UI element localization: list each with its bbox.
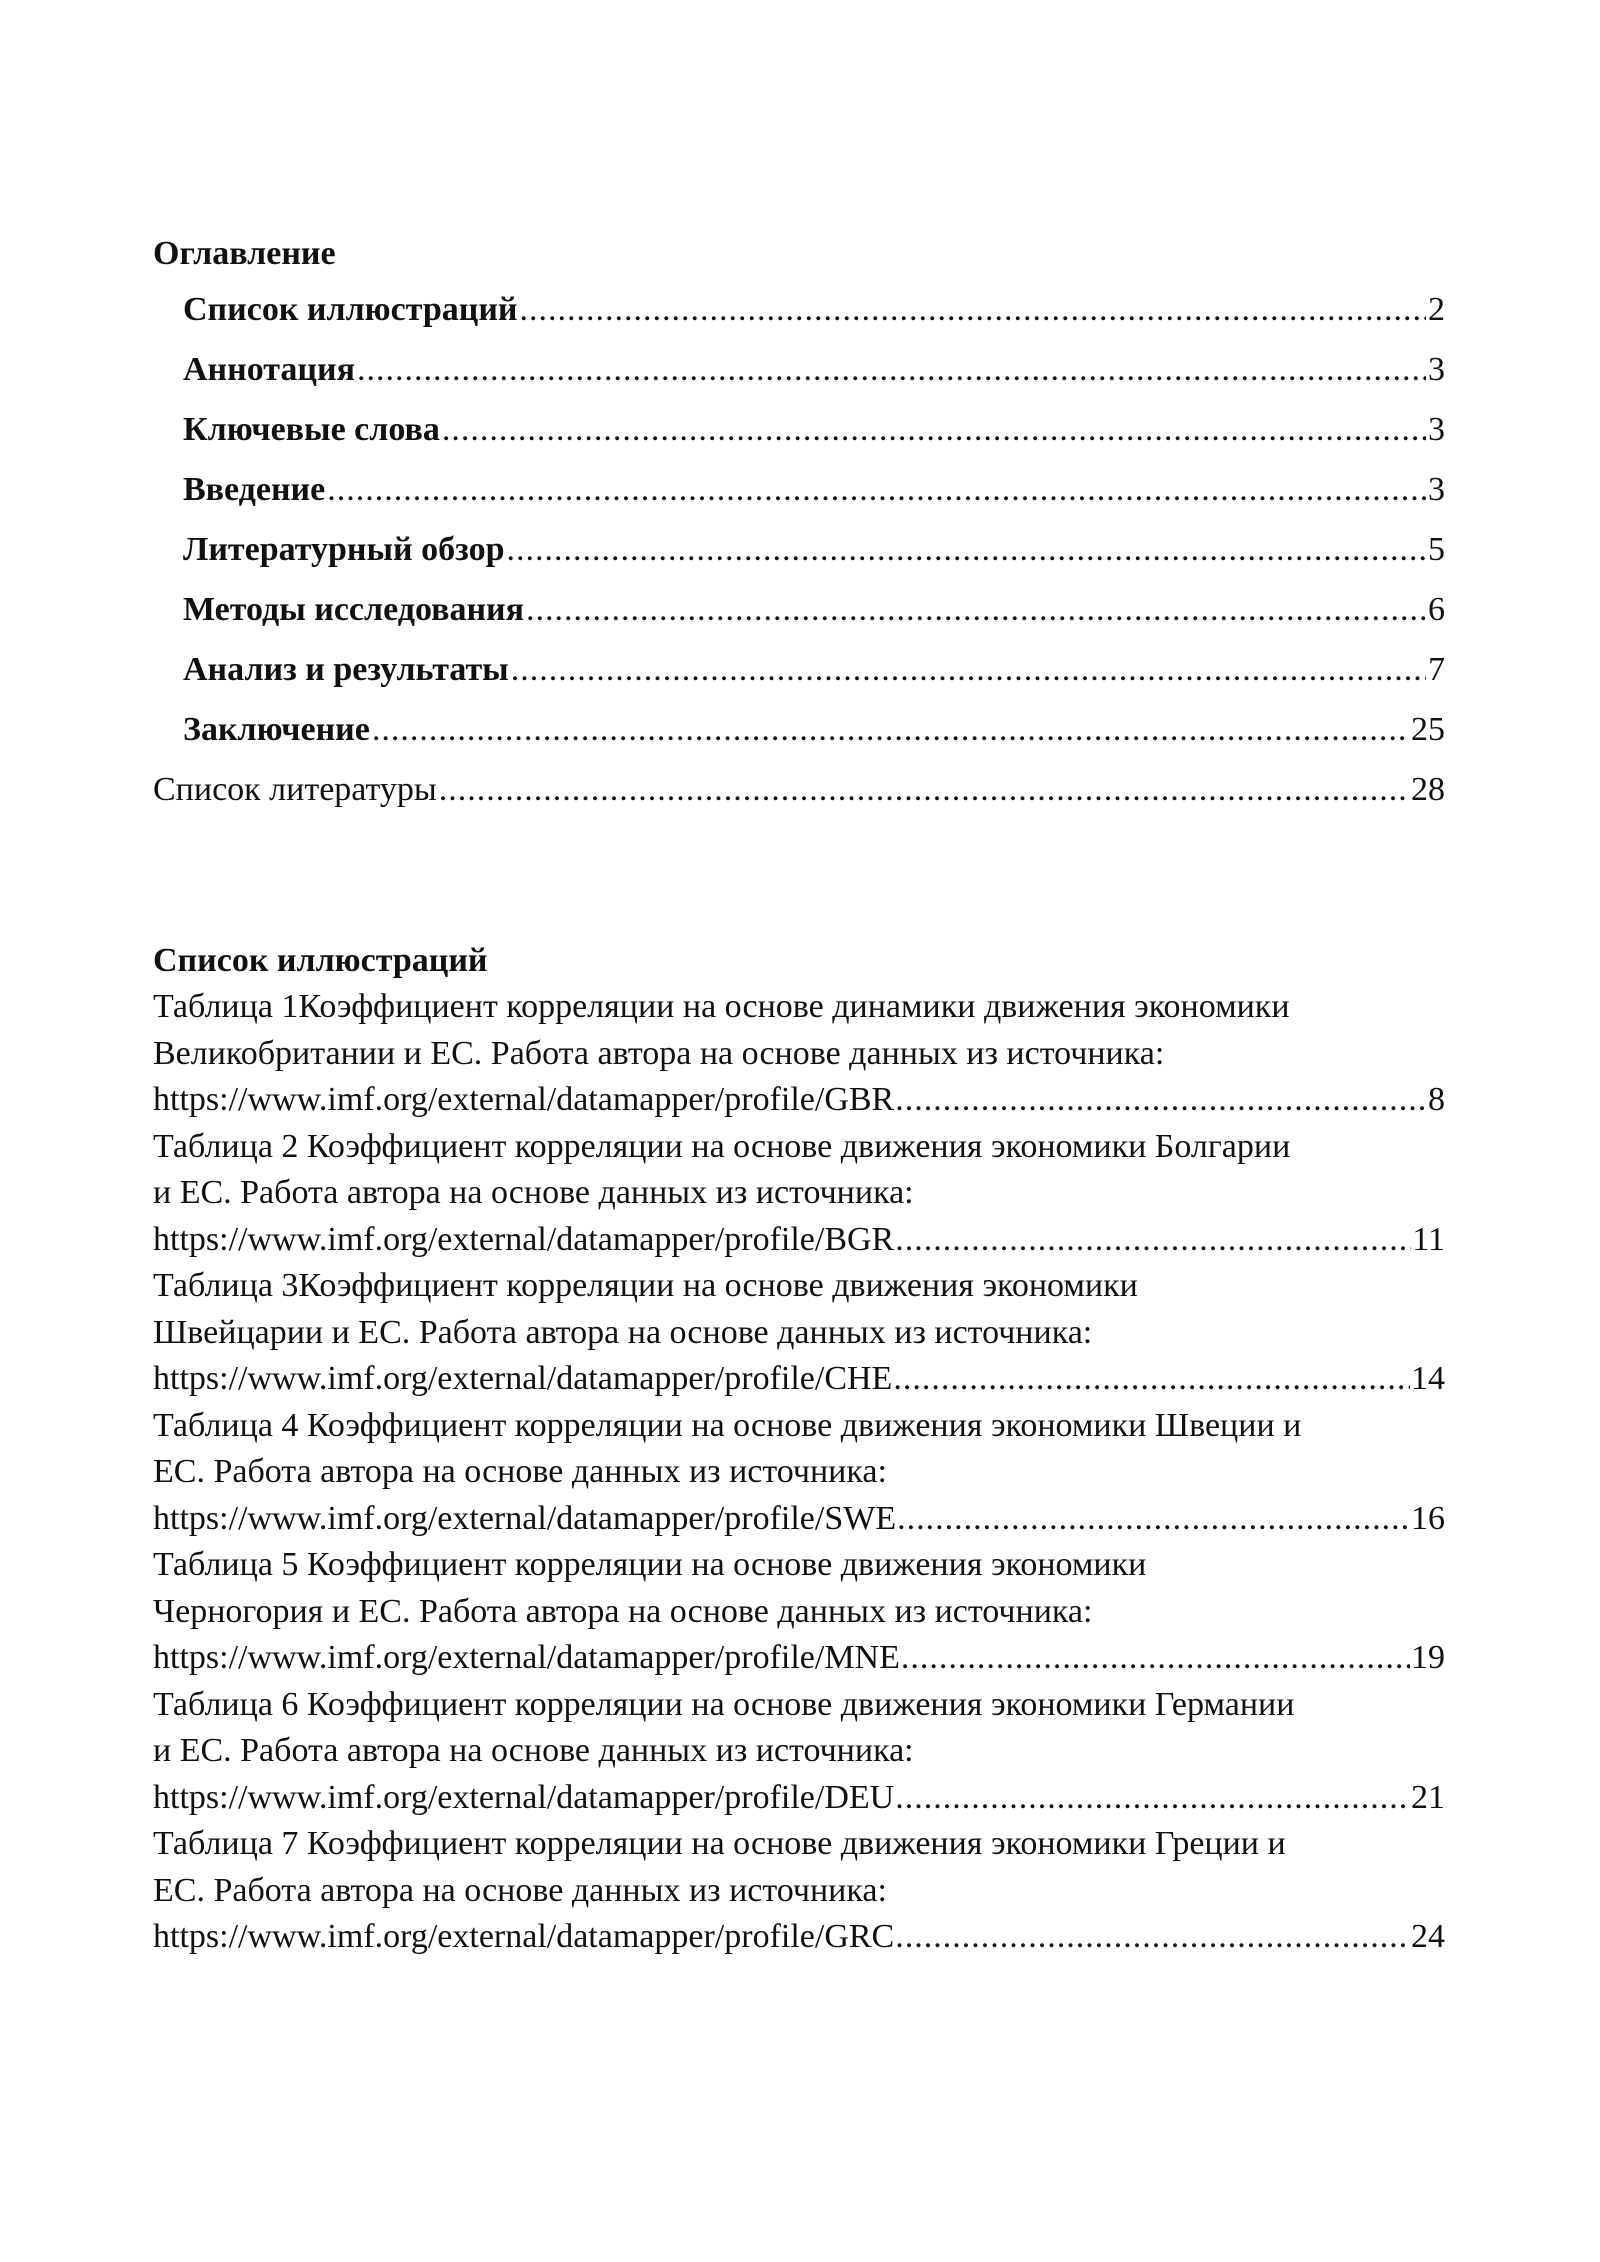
toc-entry-page: 3 <box>1428 411 1445 448</box>
illustration-source-url[interactable]: https://www.imf.org/external/datamapper/profile/GRC <box>153 1918 895 1955</box>
toc-entry-page: 2 <box>1428 291 1445 328</box>
toc-entry-title: Введение <box>183 471 326 508</box>
toc-entry-title: Список иллюстраций <box>183 291 518 328</box>
illustration-page: 19 <box>1411 1639 1445 1676</box>
toc-entry-page: 3 <box>1428 351 1445 388</box>
illustration-caption-line: Таблица 7 Коэффициент корреляции на основе движения экономики Греции и <box>153 1825 1286 1862</box>
illustration-caption-line: ЕС. Работа автора на основе данных из источника: <box>153 1453 887 1490</box>
toc-entry-page: 28 <box>1411 771 1445 808</box>
illustration-page: 24 <box>1411 1918 1445 1955</box>
dot-leader <box>520 280 1426 340</box>
toc-entry[interactable] <box>153 580 1445 640</box>
toc-entry[interactable] <box>153 280 1445 340</box>
illustration-entry[interactable] <box>153 1821 1445 1961</box>
section-spacer <box>153 820 1445 938</box>
toc-entry[interactable] <box>153 460 1445 520</box>
illustration-caption-line: и ЕС. Работа автора на основе данных из источника: <box>153 1174 914 1211</box>
illustration-source-url[interactable]: https://www.imf.org/external/datamapper/profile/CHE <box>153 1360 893 1397</box>
illustration-entry[interactable] <box>153 1124 1445 1264</box>
illustration-source-url[interactable]: https://www.imf.org/external/datamapper/profile/BGR <box>153 1220 895 1258</box>
illustration-entry[interactable] <box>153 984 1445 1124</box>
illustration-source-line <box>153 1635 1445 1682</box>
toc-entry-title: Заключение <box>183 711 370 748</box>
illustration-caption-line: Таблица 5 Коэффициент корреляции на основе движения экономики <box>153 1546 1147 1583</box>
dot-leader <box>895 1217 1411 1264</box>
illustration-source-url[interactable]: https://www.imf.org/external/datamapper/profile/MNE <box>153 1639 900 1676</box>
dot-leader <box>897 1496 1410 1543</box>
dot-leader <box>511 640 1426 700</box>
toc-entry-title: Список литературы <box>153 771 437 808</box>
illustration-source-url[interactable]: https://www.imf.org/external/datamapper/profile/GBR <box>153 1081 895 1118</box>
toc-entry-title: Анализ и результаты <box>183 651 509 688</box>
dot-leader <box>357 340 1426 400</box>
toc-entry-title: Аннотация <box>183 351 355 388</box>
dot-leader <box>442 400 1426 460</box>
document-page <box>153 228 1445 1961</box>
illustration-source-line <box>153 1077 1445 1124</box>
illustration-caption-line: Швейцарии и ЕС. Работа автора на основе данных из источника: <box>153 1313 1093 1351</box>
dot-leader <box>372 700 1409 760</box>
toc-entry-references[interactable] <box>153 760 1445 820</box>
dot-leader <box>893 1356 1410 1403</box>
illustration-entry[interactable] <box>153 1263 1445 1403</box>
illustration-entry[interactable] <box>153 1682 1445 1822</box>
illustration-source-line <box>153 1914 1445 1961</box>
illustration-entry[interactable] <box>153 1542 1445 1682</box>
toc-entry-title: Литературный обзор <box>183 531 505 568</box>
toc-entry-page: 3 <box>1428 471 1445 508</box>
dot-leader <box>526 580 1426 640</box>
illustration-caption-line: Таблица 3Коэффициент корреляции на основе движения экономики <box>153 1267 1138 1304</box>
illustrations-heading: Список иллюстраций <box>153 942 488 979</box>
illustration-source-url[interactable]: https://www.imf.org/external/datamapper/profile/DEU <box>153 1778 895 1816</box>
illustration-page: 14 <box>1411 1360 1445 1397</box>
illustration-caption-line: Таблица 4 Коэффициент корреляции на основе движения экономики Швеции и <box>153 1406 1302 1444</box>
toc-entry[interactable] <box>153 340 1445 400</box>
toc-entry[interactable] <box>153 520 1445 580</box>
toc-entry-page: 6 <box>1428 591 1445 628</box>
toc-entry-page: 25 <box>1411 711 1445 748</box>
illustration-caption-line: ЕС. Работа автора на основе данных из источника: <box>153 1871 887 1909</box>
illustration-caption-line: и ЕС. Работа автора на основе данных из источника: <box>153 1732 914 1769</box>
illustration-source-url[interactable]: https://www.imf.org/external/datamapper/profile/SWE <box>153 1499 897 1537</box>
toc-entry-title: Ключевые слова <box>183 411 440 448</box>
illustration-caption-line: Таблица 2 Коэффициент корреляции на основе движения экономики Болгарии <box>153 1127 1291 1165</box>
illustration-caption-line: Таблица 1Коэффициент корреляции на основе динамики движения экономики <box>153 988 1290 1025</box>
toc-entry-title: Методы исследования <box>183 591 525 628</box>
illustration-source-line <box>153 1356 1445 1403</box>
illustration-source-line <box>153 1496 1445 1543</box>
illustration-caption-line: Черногория и ЕС. Работа автора на основе данных из источника: <box>153 1592 1093 1630</box>
illustration-entry[interactable] <box>153 1403 1445 1543</box>
illustration-page: 11 <box>1412 1220 1445 1258</box>
toc-entry[interactable] <box>153 700 1445 760</box>
toc-entry-page: 7 <box>1428 651 1445 688</box>
dot-leader <box>895 1914 1410 1961</box>
dot-leader <box>439 760 1409 820</box>
dot-leader <box>895 1077 1427 1124</box>
illustration-page: 21 <box>1411 1778 1445 1816</box>
toc-entry[interactable] <box>153 640 1445 700</box>
dot-leader <box>901 1635 1410 1682</box>
dot-leader <box>327 460 1426 520</box>
dot-leader <box>895 1775 1410 1822</box>
illustration-source-line <box>153 1217 1445 1264</box>
dot-leader <box>507 520 1426 580</box>
illustration-page: 16 <box>1411 1499 1445 1537</box>
illustration-source-line <box>153 1775 1445 1822</box>
toc-heading: Оглавление <box>153 235 336 272</box>
illustration-page: 8 <box>1428 1081 1445 1118</box>
toc-entry-page: 5 <box>1428 531 1445 568</box>
illustration-caption-line: Великобритании и ЕС. Работа автора на основе данных из источника: <box>153 1034 1165 1072</box>
toc-entry[interactable] <box>153 400 1445 460</box>
illustration-caption-line: Таблица 6 Коэффициент корреляции на основе движения экономики Германии <box>153 1685 1295 1723</box>
